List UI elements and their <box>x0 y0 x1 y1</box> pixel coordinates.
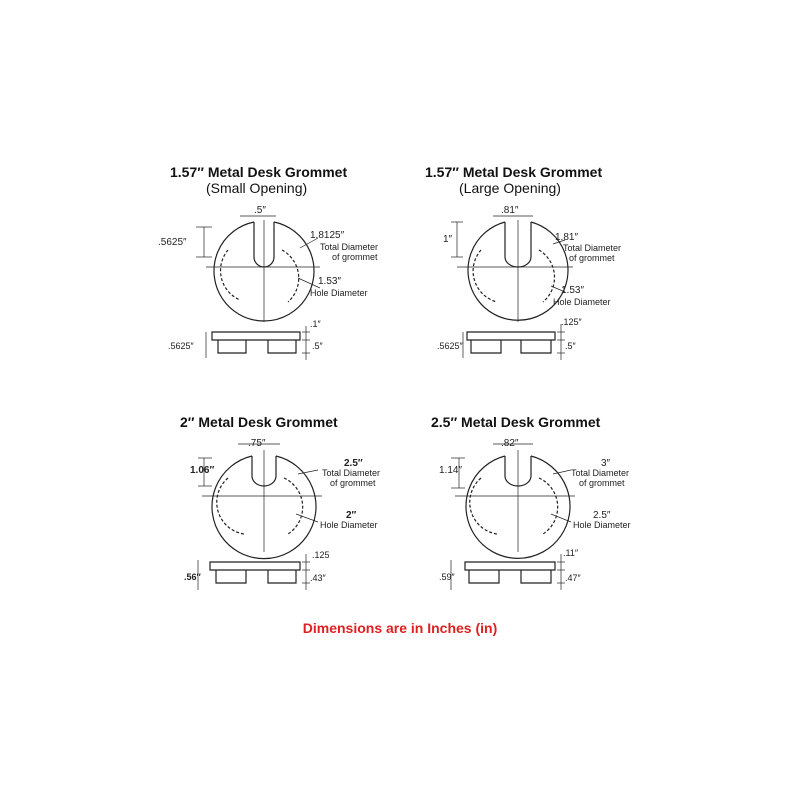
opening-dimension: .81″ <box>501 205 519 216</box>
grommet-panel-large-opening <box>405 160 655 400</box>
hole-diameter-value: 2″ <box>346 510 357 521</box>
hole-diameter-value: 2.5″ <box>593 510 611 521</box>
hole-diameter-label: Hole Diameter <box>553 297 611 307</box>
opening-dimension: .75″ <box>248 438 266 449</box>
total-diameter-value: 1.8125″ <box>310 230 345 241</box>
total-diameter-label-2: of grommet <box>332 252 378 262</box>
hole-diameter-value: 1.53″ <box>318 276 342 287</box>
hole-diameter-label: Hole Diameter <box>320 520 378 530</box>
total-diameter-label-2: of grommet <box>579 478 625 488</box>
panel-title: 1.57″ Metal Desk Grommet <box>170 164 348 180</box>
flange-dimension: .125 <box>312 550 330 560</box>
height-dimension: .59″ <box>439 572 455 582</box>
height-dimension: .56″ <box>184 572 201 582</box>
depth-dimension: 1.06″ <box>190 465 215 476</box>
grommet-panel-2-inch <box>150 410 400 650</box>
lip-dimension: .47″ <box>565 573 581 583</box>
hole-diameter-label: Hole Diameter <box>573 520 631 530</box>
flange-dimension: .125″ <box>561 317 582 327</box>
height-dimension: .5625″ <box>437 341 463 351</box>
depth-dimension: 1″ <box>443 234 453 245</box>
grommet-drawing <box>150 160 400 400</box>
grommet-panel-2-5-inch <box>405 410 655 650</box>
total-diameter-label: Total Diameter <box>322 468 381 478</box>
grommet-drawing <box>405 160 655 400</box>
height-dimension: .5625″ <box>168 341 194 351</box>
opening-dimension: .5″ <box>254 205 266 216</box>
hole-diameter-value: 1.53″ <box>561 285 585 296</box>
total-diameter-label: Total Diameter <box>320 242 379 252</box>
total-diameter-value: 1.81″ <box>555 232 579 243</box>
lip-dimension: .5″ <box>312 341 323 351</box>
depth-dimension: .5625″ <box>158 237 187 248</box>
panel-subtitle: (Large Opening) <box>459 180 561 196</box>
units-note: Dimensions are in Inches (in) <box>302 620 498 636</box>
panel-title: 1.57″ Metal Desk Grommet <box>425 164 603 180</box>
lip-dimension: .5″ <box>565 341 576 351</box>
flange-dimension: .11″ <box>563 548 579 558</box>
total-diameter-label-2: of grommet <box>569 253 615 263</box>
hole-diameter-label: Hole Diameter <box>310 288 368 298</box>
total-diameter-value: 2.5″ <box>344 458 363 469</box>
panel-title: 2″ Metal Desk Grommet <box>180 414 338 430</box>
panel-title: 2.5″ Metal Desk Grommet <box>431 414 601 430</box>
flange-dimension: .1″ <box>310 319 321 329</box>
depth-dimension: 1.14″ <box>439 465 463 476</box>
total-diameter-label: Total Diameter <box>571 468 630 478</box>
grommet-panel-small-opening <box>150 160 400 400</box>
total-diameter-label-2: of grommet <box>330 478 376 488</box>
grommet-side-view <box>212 332 300 340</box>
total-diameter-value: 3″ <box>601 458 611 469</box>
grommet-drawing <box>150 410 400 650</box>
total-diameter-label: Total Diameter <box>563 243 622 253</box>
opening-dimension: .82″ <box>501 438 519 449</box>
grommet-drawing <box>405 410 655 650</box>
lip-dimension: .43″ <box>310 573 326 583</box>
panel-subtitle: (Small Opening) <box>206 180 308 196</box>
